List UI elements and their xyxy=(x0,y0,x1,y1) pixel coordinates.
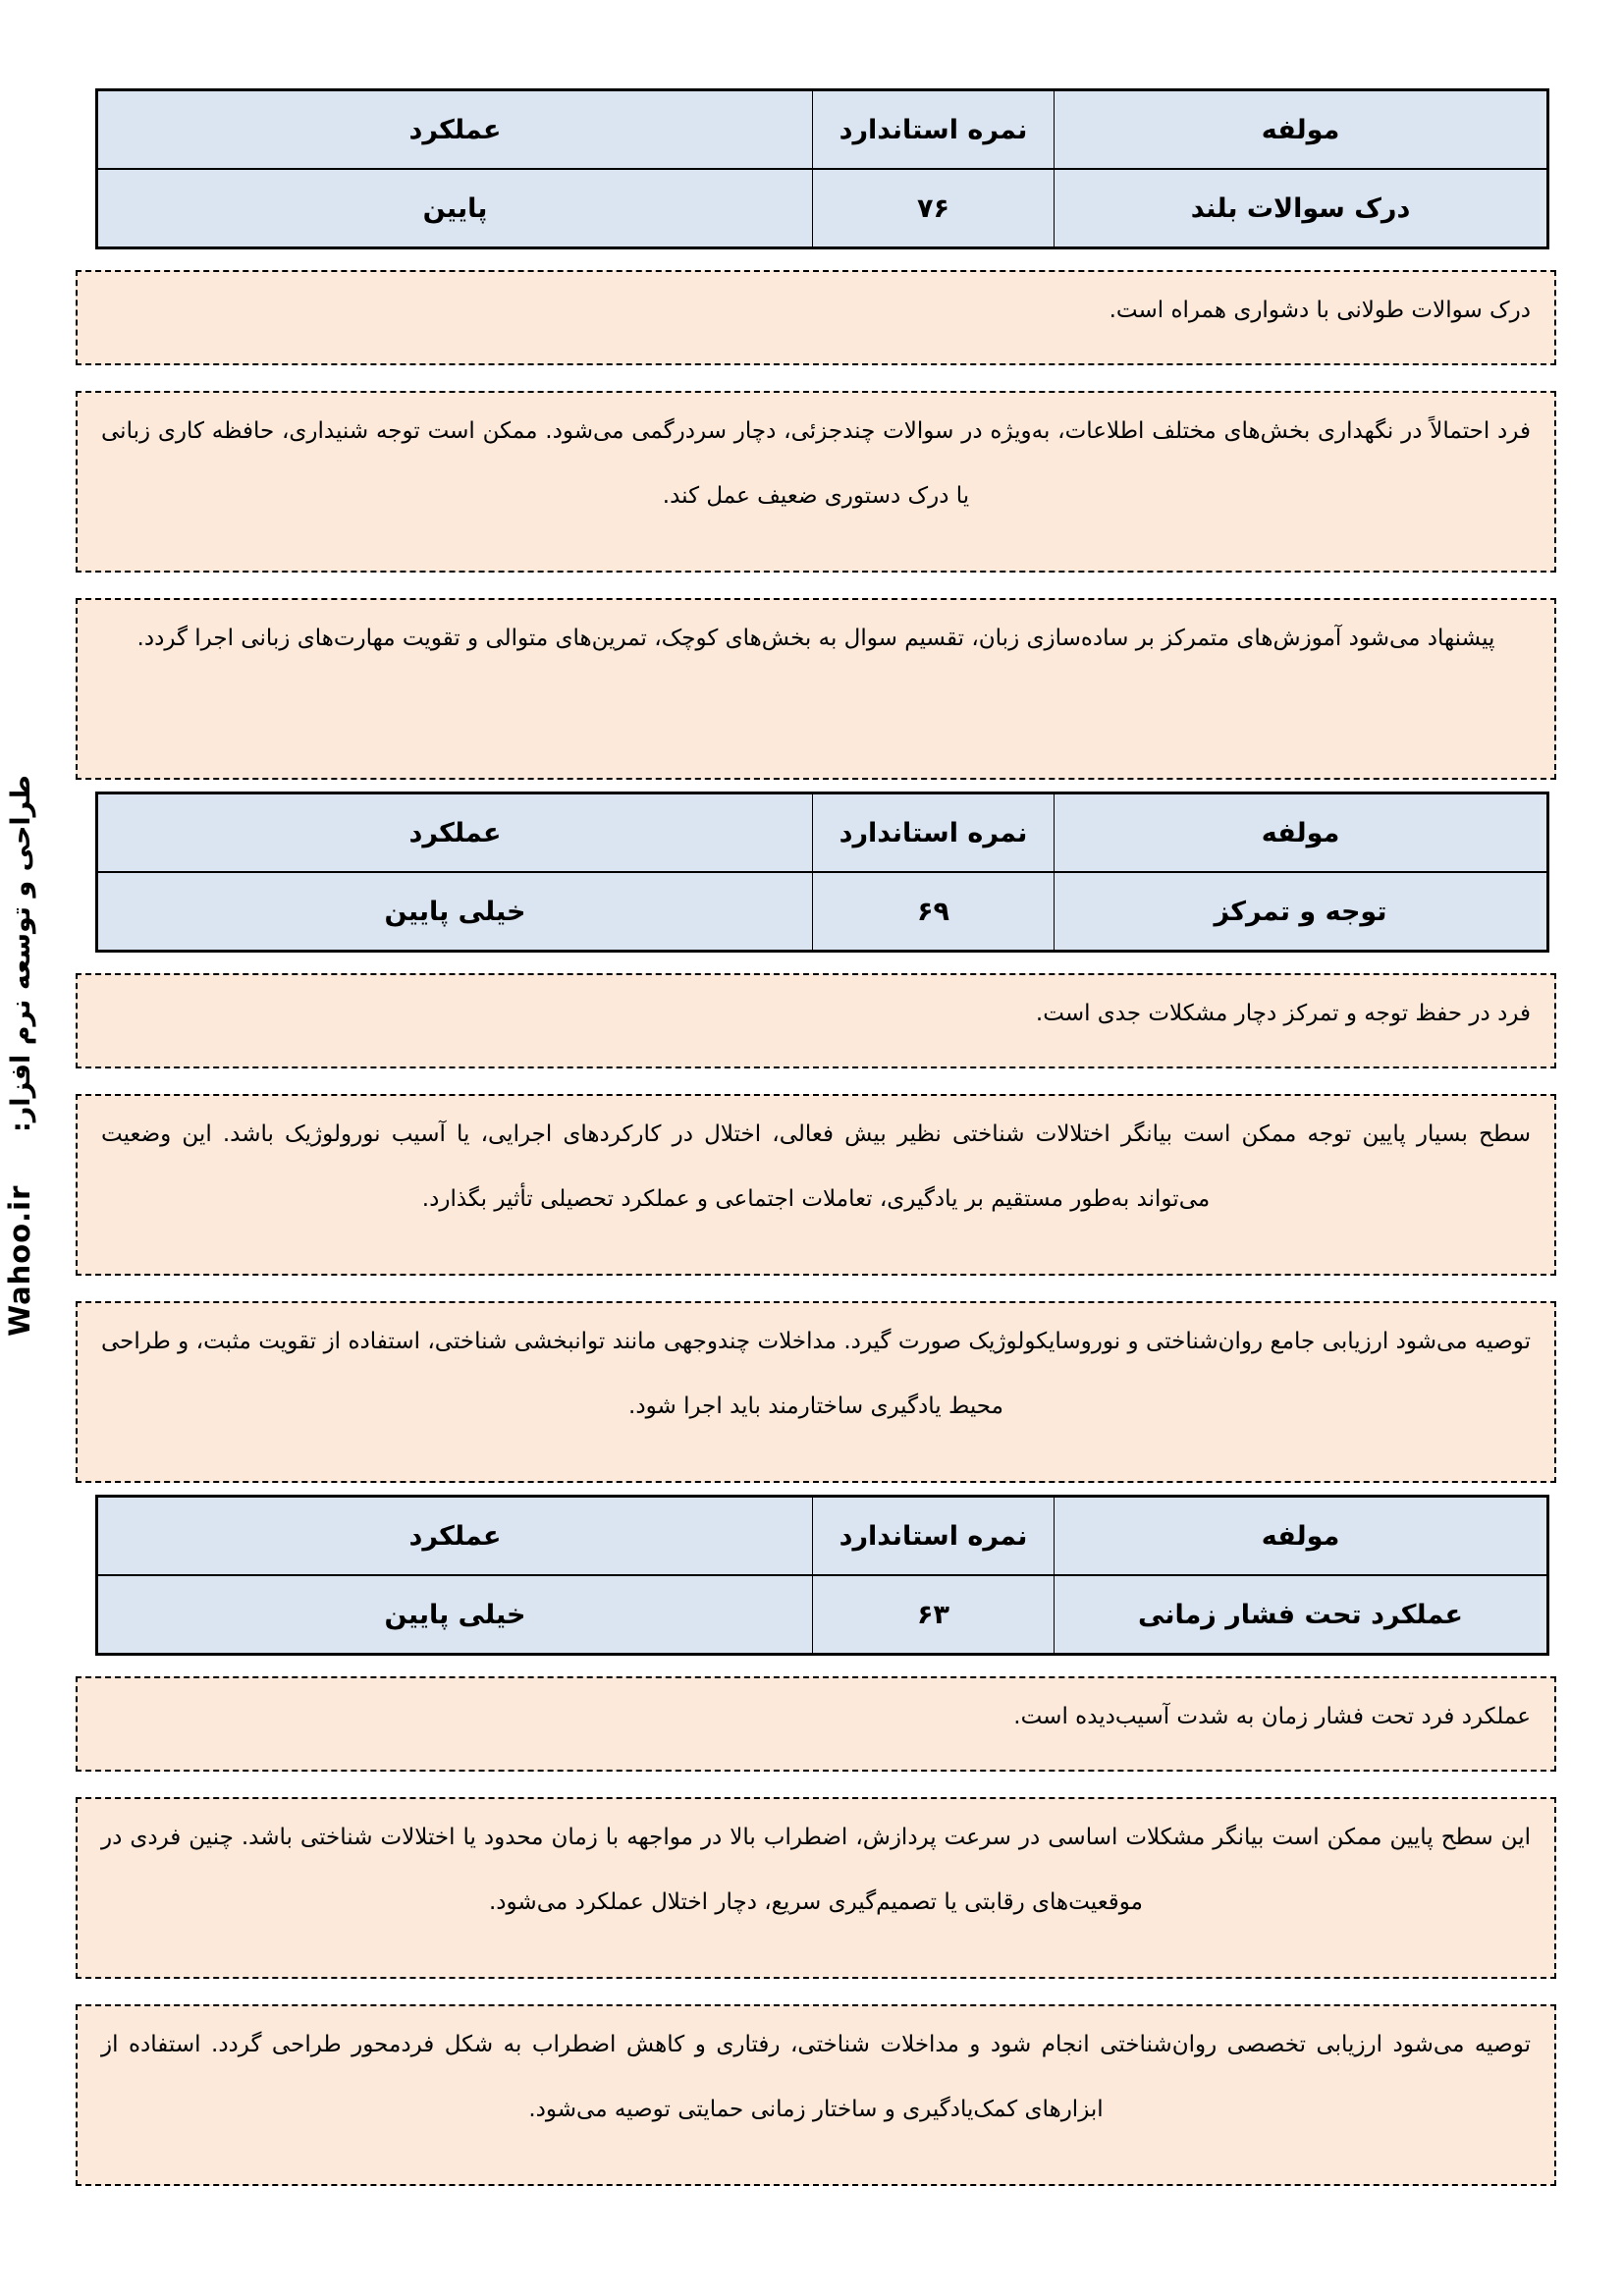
note-box-observation xyxy=(76,1676,1556,1772)
cell-performance: پایین xyxy=(97,169,813,248)
cell-performance: خیلی پایین xyxy=(97,1575,813,1655)
cell-component: عملکرد تحت فشار زمانی xyxy=(1055,1575,1548,1655)
cell-standard-score: ۶۹ xyxy=(813,872,1055,952)
developer-credit-label: طراحی و توسعه نرم افزار: xyxy=(6,775,36,1133)
header-component: مولفه xyxy=(1055,793,1548,873)
note-box-interpretation xyxy=(76,391,1556,573)
note-box-observation xyxy=(76,270,1556,365)
note-box-recommendation xyxy=(76,598,1556,780)
note-text: درک سوالات طولانی با دشواری همراه است. xyxy=(1109,298,1531,323)
note-text: سطح بسیار پایین توجه ممکن است بیانگر اختلالات شناختی نظیر بیش فعالی، اختلال در کارکردهای اجرایی، یا آسیب نورولوژیک باشد. این وضعیت می‌تواند به‌طور مستقیم بر یادگیری، تعاملات اجتماعی و عملکرد تحصیلی تأثیر بگذارد. xyxy=(101,1121,1531,1212)
header-performance: عملکرد xyxy=(97,90,813,170)
header-performance: عملکرد xyxy=(97,793,813,873)
assessment-section-attention xyxy=(76,792,1556,1483)
developer-credit-brand: Wahoo.ir xyxy=(3,1184,36,1337)
cell-component: توجه و تمرکز xyxy=(1055,872,1548,952)
table-header-row xyxy=(97,90,1548,170)
header-component: مولفه xyxy=(1055,1497,1548,1576)
table-data-row xyxy=(97,872,1548,952)
note-box-observation xyxy=(76,973,1556,1068)
score-table xyxy=(95,792,1549,953)
note-box-interpretation xyxy=(76,1797,1556,1979)
header-standard-score: نمره استاندارد xyxy=(813,793,1055,873)
cell-standard-score: ۶۳ xyxy=(813,1575,1055,1655)
assessment-section-long-questions xyxy=(76,88,1556,780)
score-table xyxy=(95,88,1549,249)
note-box-recommendation xyxy=(76,2004,1556,2186)
cell-performance: خیلی پایین xyxy=(97,872,813,952)
assessment-section-time-pressure xyxy=(76,1495,1556,2186)
table-data-row xyxy=(97,1575,1548,1655)
note-box-interpretation xyxy=(76,1094,1556,1276)
developer-credit xyxy=(3,741,48,1370)
score-table xyxy=(95,1495,1549,1656)
note-text: توصیه می‌شود ارزیابی جامع روان‌شناختی و نوروسایکولوژیک صورت گیرد. مداخلات چندوجهی مانند توانبخشی شناختی، استفاده از تقویت مثبت، و طراحی محیط یادگیری ساختارمند باید اجرا شود. xyxy=(101,1329,1531,1419)
table-header-row xyxy=(97,1497,1548,1576)
cell-component: درک سوالات بلند xyxy=(1055,169,1548,248)
note-text: فرد احتمالاً در نگهداری بخش‌های مختلف اطلاعات، به‌ویژه در سوالات چندجزئی، دچار سردرگمی می‌شود. ممکن است توجه شنیداری، حافظه کاری زبانی یا درک دستوری ضعیف عمل کند. xyxy=(101,418,1531,509)
note-text: توصیه می‌شود ارزیابی تخصصی روان‌شناختی انجام شود و مداخلات شناختی، رفتاری و کاهش اضطراب به شکل فردمحور طراحی گردد. استفاده از ابزارهای کمک‌یادگیری و ساختار زمانی حمایتی توصیه می‌شود. xyxy=(101,2032,1531,2122)
note-text: فرد در حفظ توجه و تمرکز دچار مشکلات جدی است. xyxy=(1035,1001,1531,1026)
header-standard-score: نمره استاندارد xyxy=(813,1497,1055,1576)
cell-standard-score: ۷۶ xyxy=(813,169,1055,248)
note-text: این سطح پایین ممکن است بیانگر مشکلات اساسی در سرعت پردازش، اضطراب بالا در مواجهه با زمان محدود یا اختلالات شناختی باشد. چنین فردی در موقعیت‌های رقابتی یا تصمیم‌گیری سریع، دچار اختلال عملکرد می‌شود. xyxy=(101,1825,1531,1915)
report-content xyxy=(76,0,1556,2186)
header-standard-score: نمره استاندارد xyxy=(813,90,1055,170)
note-box-recommendation xyxy=(76,1301,1556,1483)
note-text: عملکرد فرد تحت فشار زمان به شدت آسیب‌دیده است. xyxy=(1013,1704,1531,1729)
table-data-row xyxy=(97,169,1548,248)
note-text: پیشنهاد می‌شود آموزش‌های متمرکز بر ساده‌سازی زبان، تقسیم سوال به بخش‌های کوچک، تمرین‌های متوالی و تقویت مهارت‌های زبانی اجرا گردد. xyxy=(136,626,1495,651)
header-component: مولفه xyxy=(1055,90,1548,170)
header-performance: عملکرد xyxy=(97,1497,813,1576)
table-header-row xyxy=(97,793,1548,873)
